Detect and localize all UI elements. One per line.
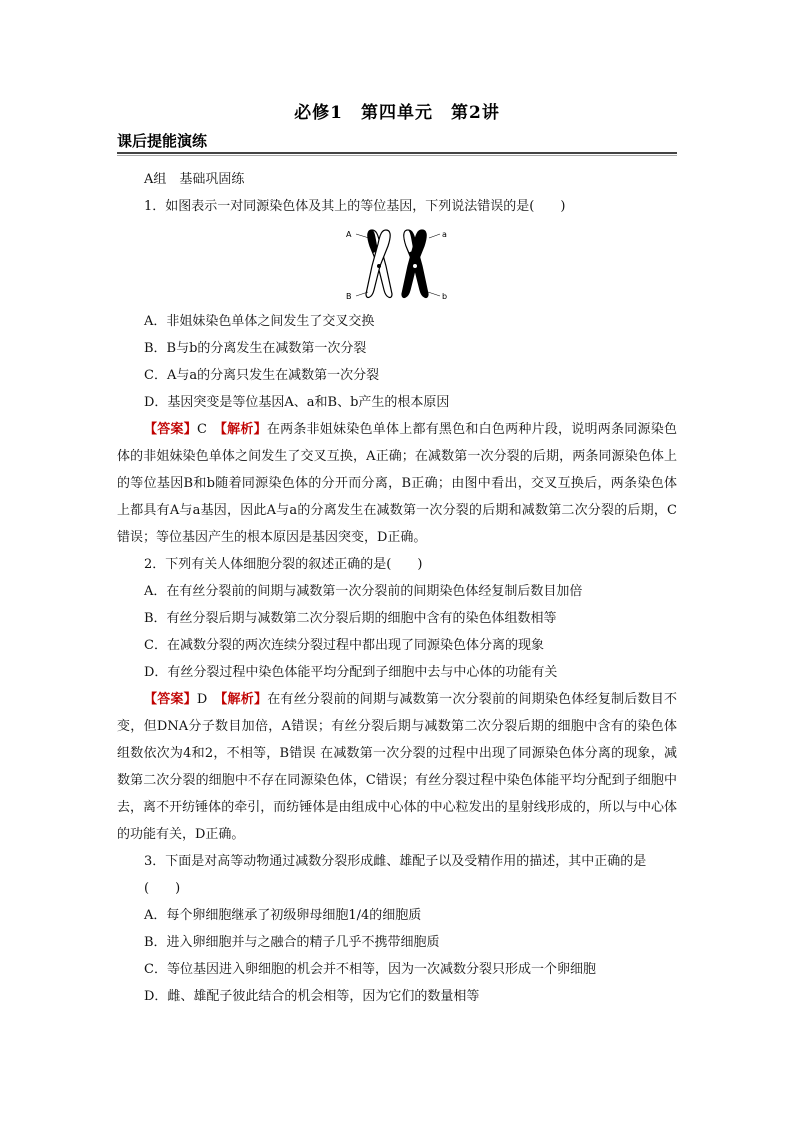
question-1-option-a: A．非姐妹染色单体之间发生了交叉交换 [144, 314, 375, 329]
answer-tag: 【答案】 [144, 422, 197, 437]
homologous-chromosome-figure [342, 226, 452, 304]
label-A: A [346, 230, 352, 239]
question-1-answer [117, 416, 677, 551]
header-divider [117, 152, 677, 156]
question-2-option-b: B．有丝分裂后期与减数第二次分裂后期的细胞中含有的染色体组数相等 [144, 611, 557, 626]
question-2-option-a: A．在有丝分裂前的间期与减数第一次分裂前的间期染色体经复制后数目加倍 [144, 584, 583, 599]
answer-tag: 【答案】 [144, 692, 197, 707]
question-3-stem: 3．下面是对高等动物通过减数分裂形成雌、雄配子以及受精作用的描述，其中正确的是( ) [144, 854, 647, 896]
question-3-option-c: C．等位基因进入卵细胞的机会并不相等，因为一次减数分裂只形成一个卵细胞 [144, 962, 596, 977]
left-chromosome [366, 230, 392, 297]
question-2-option-d: D．有丝分裂过程中染色体能平均分配到子细胞中去与中心体的功能有关 [144, 665, 558, 680]
question-1-option-c: C．A与a的分离只发生在减数第一次分裂 [144, 368, 380, 383]
question-2-option-c: C．在减数分裂的两次连续分裂过程中都出现了同源染色体分离的现象 [144, 638, 544, 653]
right-chromosome [402, 230, 428, 297]
analysis-tag: 【解析】 [220, 422, 267, 437]
answer-letter: D [196, 692, 208, 707]
question-3-option-b: B．进入卵细胞并与之融合的精子几乎不携带细胞质 [144, 935, 440, 950]
question-1-option-d: D．基因突变是等位基因A、a和B、b产生的根本原因 [144, 395, 450, 410]
main-content [117, 166, 677, 1010]
analysis-text: 在有丝分裂前的间期与减数第一次分裂前的间期染色体经复制后数目不变，但DNA分子数目加倍，A错误；有丝分裂后期与减数第二次分裂后期的细胞中含有的染色体组数依次为4和2，不相等，B错误 在减数第一次分裂的过程中出现了同源染色体分离的现象，减数第二次分裂的细胞中不存在同源染色体，C错误；有丝分裂过程中染色体能平均分配到子细胞中去，离不开纺锤体的牵引，而纺锤体是由组成中心体的中心粒发出的星射线形成的，所以与中心体的功能有关，D正确。 [117, 692, 677, 842]
question-2-answer [117, 686, 677, 848]
label-B: B [346, 292, 352, 301]
page-title: 必修1 第四单元 第2讲 [294, 103, 500, 123]
question-2-stem: 2．下列有关人体细胞分裂的叙述正确的是( ) [144, 557, 423, 572]
question-1-option-b: B．B与b的分离发生在减数第一次分裂 [144, 341, 367, 356]
analysis-text: 在两条非姐妹染色单体上都有黑色和白色两种片段，说明两条同源染色体的非姐妹染色单体之间发生了交叉互换，A正确；在减数第一次分裂的后期，两条同源染色体上的等位基因B和b随着同源染色体的分开而分离，B正确；由图中看出，交叉互换后，两条染色体上都具有A与a基因，因此A与a的分离发生在减数第一次分裂的后期和减数第二次分裂的后期，C错误；等位基因产生的根本原因是基因突变，D正确。 [117, 422, 677, 545]
answer-letter: C [196, 422, 207, 437]
question-1-stem: 1．如图表示一对同源染色体及其上的等位基因，下列说法错误的是( ) [144, 199, 566, 214]
group-heading: A组 基础巩固练 [144, 172, 245, 187]
question-3-option-d: D．雌、雄配子彼此结合的机会相等，因为它们的数量相等 [144, 989, 480, 1004]
question-3-option-a: A．每个卵细胞继承了初级卵母细胞1/4的细胞质 [144, 908, 422, 923]
label-a: a [442, 230, 447, 239]
analysis-tag: 【解析】 [220, 692, 268, 707]
section-heading: 课后提能演练 [117, 132, 208, 150]
label-b: b [442, 292, 448, 301]
